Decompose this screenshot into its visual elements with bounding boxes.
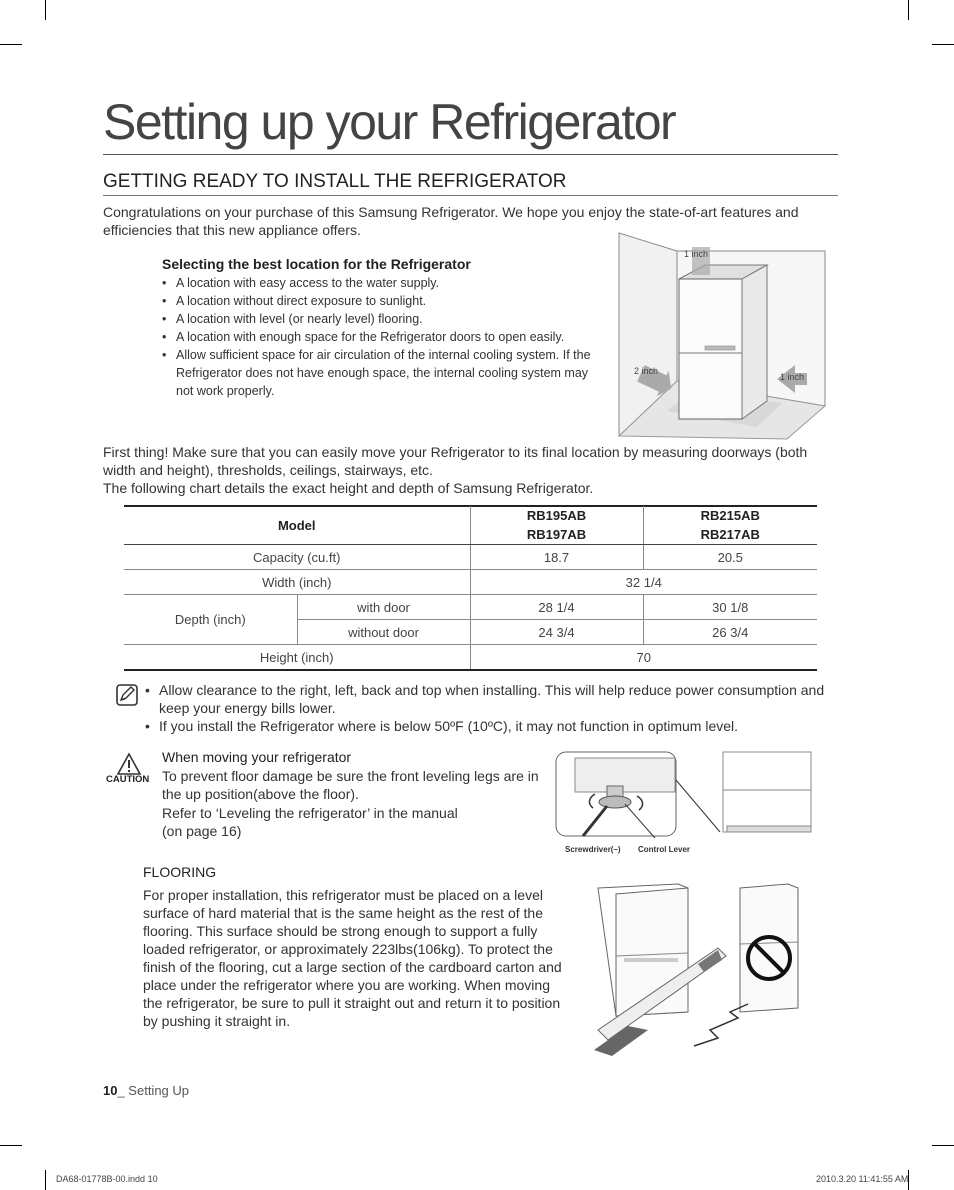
clearance-illustration xyxy=(617,231,827,441)
width-value: 32 1/4 xyxy=(470,570,817,595)
height-value: 70 xyxy=(470,645,817,671)
figure-label-top: 1 inch xyxy=(684,249,709,259)
caution-text-2: Refer to ‘Leveling the refrigerator’ in the manual xyxy=(162,805,458,821)
first-thing-paragraph: First thing! Make sure that you can easily move your Refrigerator to its final location by measuring doorways (both width and height), thresholds, ceilings, stairways, etc. xyxy=(103,444,808,478)
crop-mark xyxy=(0,1145,22,1146)
figure-label-right: 1 inch xyxy=(780,372,805,382)
print-timestamp: 2010.3.20 11:41:55 AM xyxy=(816,1174,909,1184)
caution-icon xyxy=(116,752,142,776)
with-door-b: 30 1/8 xyxy=(643,595,817,620)
capacity-b: 20.5 xyxy=(643,545,817,570)
depth-label: Depth (inch) xyxy=(124,595,297,645)
model-b-1: RB215AB xyxy=(700,508,760,523)
table-row xyxy=(124,595,817,620)
table-row xyxy=(124,570,817,595)
control-lever-label: Control Lever xyxy=(638,845,691,854)
crop-mark xyxy=(45,0,46,20)
table-row xyxy=(124,545,817,570)
crop-mark xyxy=(932,1145,954,1146)
crop-mark xyxy=(45,1170,46,1190)
height-label: Height (inch) xyxy=(124,645,470,671)
title-rule xyxy=(103,154,838,155)
chart-intro: The following chart details the exact height and depth of Samsung Refrigerator. xyxy=(103,480,594,496)
list-item: • A location with enough space for the Refrigerator doors to open easily. xyxy=(162,328,602,346)
list-item: • A location without direct exposure to sunlight. xyxy=(162,292,602,310)
table-row xyxy=(124,645,817,671)
model-header: Model xyxy=(124,506,470,545)
crop-mark xyxy=(932,44,954,45)
location-heading: Selecting the best location for the Refrigerator xyxy=(162,256,471,272)
flooring-paragraph: For proper installation, this refrigerator must be placed on a level surface of hard material that is the same height as the rest of the flooring. This surface should be strong enough to support a fully loaded refrigerator, or approximately 223lbs(106kg). To protect the finish of the flooring, cut a large section of the cardboard carton and place under the refrigerator where you are working. When moving the refrigerator, be sure to pull it straight out and return it to position by pushing it straight in. xyxy=(143,887,562,1029)
page-title: Setting up your Refrigerator xyxy=(103,94,676,150)
flooring-heading: FLOORING xyxy=(143,864,217,880)
without-door-b: 26 3/4 xyxy=(643,620,817,645)
leveling-leg-illustration xyxy=(555,750,815,846)
list-item: • A location with level (or nearly level) flooring. xyxy=(162,310,602,328)
screwdriver-label: Screwdriver(–) xyxy=(565,845,621,854)
location-list xyxy=(162,274,602,400)
list-item: • If you install the Refrigerator where is below 50ºF (10ºC), it may not function in optimum level. xyxy=(145,717,845,735)
caution-text-1: To prevent floor damage be sure the front leveling legs are in the up position(above the floor). xyxy=(162,768,539,802)
list-item: • Allow clearance to the right, left, back and top when installing. This will help reduce power consumption and keep your energy bills lower. xyxy=(145,681,845,717)
list-item: • Allow sufficient space for air circulation of the internal cooling system. If the Refrigerator does not have enough space, the internal cooling system may not work properly. xyxy=(162,346,591,400)
crop-mark xyxy=(908,0,909,20)
without-door-label: without door xyxy=(297,620,470,645)
model-b-2: RB217AB xyxy=(700,527,760,542)
model-a-2: RB197AB xyxy=(526,527,587,542)
page-footer xyxy=(103,1083,189,1098)
figure-label-left: 2 inch xyxy=(634,366,659,376)
with-door-label: with door xyxy=(297,595,470,620)
caution-heading: When moving your refrigerator xyxy=(162,749,352,765)
width-label: Width (inch) xyxy=(124,570,470,595)
notes-list xyxy=(145,681,845,735)
spec-table xyxy=(124,506,817,671)
crop-mark xyxy=(0,44,22,45)
list-item: • A location with easy access to the water supply. xyxy=(162,274,602,292)
caution-badge: CAUTION xyxy=(106,774,150,785)
capacity-a: 18.7 xyxy=(470,545,643,570)
model-a-header xyxy=(470,506,643,545)
model-b-header xyxy=(643,506,817,545)
capacity-label: Capacity (cu.ft) xyxy=(124,545,470,570)
table-row xyxy=(124,506,817,545)
flooring-illustration xyxy=(588,880,810,1058)
section-title: GETTING READY TO INSTALL THE REFRIGERATOR xyxy=(103,171,567,192)
without-door-a: 24 3/4 xyxy=(470,620,643,645)
page-number: 10 xyxy=(103,1083,118,1098)
caution-text-3: (on page 16) xyxy=(162,823,242,839)
page-section: _ Setting Up xyxy=(117,1083,190,1098)
intro-paragraph: Congratulations on your purchase of this Samsung Refrigerator. We hope you enjoy the state-of-art features and efficiencies that this new appliance offers. xyxy=(103,204,799,238)
with-door-a: 28 1/4 xyxy=(470,595,643,620)
section-rule xyxy=(103,195,838,196)
file-name: DA68-01778B-00.indd 10 xyxy=(56,1174,158,1184)
note-icon xyxy=(115,683,139,707)
model-a-1: RB195AB xyxy=(526,508,587,523)
